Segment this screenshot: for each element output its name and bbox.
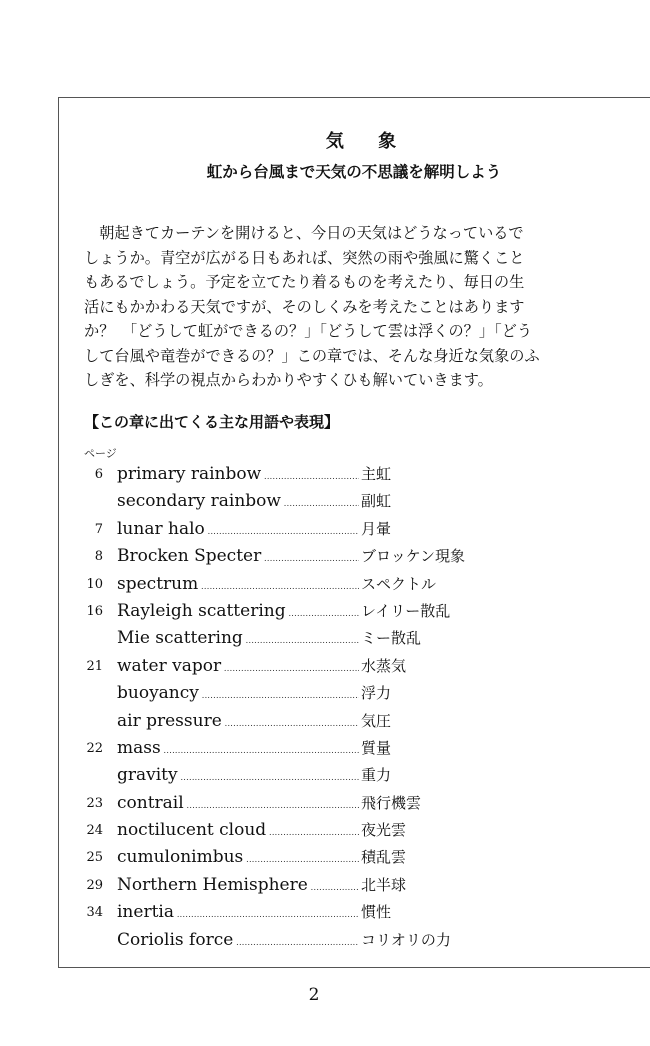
term-english: primary rainbow ..... bbox=[117, 461, 359, 490]
term-japanese: 飛行機雲 bbox=[361, 793, 422, 812]
glossary-row bbox=[84, 872, 564, 899]
term-english: Northern Hemisphere ..... bbox=[117, 872, 359, 901]
glossary-row bbox=[84, 899, 564, 926]
term-japanese: ミー散乱 bbox=[361, 629, 422, 648]
term-japanese: 重力 bbox=[361, 766, 392, 785]
glossary-row bbox=[84, 844, 564, 871]
term-japanese: 質量 bbox=[361, 738, 392, 757]
glossary-row bbox=[84, 625, 564, 652]
glossary-row bbox=[84, 488, 564, 515]
term-english: spectrum ..... bbox=[117, 571, 359, 600]
term-japanese: 慣性 bbox=[361, 903, 392, 922]
term-english: secondary rainbow ..... bbox=[117, 488, 359, 517]
glossary-heading: 【この章に出てくる主な用語や表現】 bbox=[84, 413, 340, 431]
term-japanese: 夜光雲 bbox=[361, 821, 407, 840]
term-japanese: 月暈 bbox=[361, 519, 392, 538]
term-japanese: 浮力 bbox=[361, 684, 392, 703]
term-page: 21 bbox=[86, 658, 103, 674]
term-page: 25 bbox=[86, 850, 103, 866]
term-page: 34 bbox=[86, 905, 103, 921]
glossary-row bbox=[84, 653, 564, 680]
glossary-row bbox=[84, 735, 564, 762]
term-english: water vapor ..... bbox=[117, 653, 359, 682]
term-page: 8 bbox=[94, 549, 103, 565]
glossary-row bbox=[84, 762, 564, 789]
term-english: buoyancy ..... bbox=[117, 680, 359, 709]
term-english: noctilucent cloud ..... bbox=[117, 817, 359, 846]
glossary-row bbox=[84, 927, 564, 954]
term-japanese: 気圧 bbox=[361, 711, 392, 730]
intro-paragraph bbox=[84, 221, 560, 393]
term-english: lunar halo ..... bbox=[117, 516, 359, 545]
intro-line: して台風や竜巻ができるの？」この章では、そんな身近な気象のふ bbox=[84, 346, 540, 365]
intro-line: しぎを、科学の視点からわかりやすくひも解いていきます。 bbox=[84, 371, 493, 389]
term-english: Rayleigh scattering ..... bbox=[117, 598, 359, 627]
term-english: Brocken Specter ..... bbox=[117, 543, 359, 572]
term-page: 7 bbox=[94, 521, 103, 537]
chapter-title: 気 象 bbox=[325, 131, 411, 152]
term-japanese: レイリー散乱 bbox=[361, 601, 451, 620]
page-number: 2 bbox=[308, 985, 320, 1005]
term-english: Mie scattering ..... bbox=[117, 625, 359, 654]
chapter-subtitle: 虹から台風まで天気の不思議を解明しよう bbox=[206, 163, 502, 181]
glossary-row bbox=[84, 598, 564, 625]
intro-line: しょうか。青空が広がる日もあれば、突然の雨や強風に驚くこと bbox=[84, 248, 525, 267]
term-english: mass ..... bbox=[117, 735, 359, 764]
term-japanese: ブロッケン現象 bbox=[361, 547, 465, 566]
term-english: contrail ..... bbox=[117, 790, 359, 819]
term-japanese: 副虹 bbox=[361, 492, 392, 511]
glossary-row bbox=[84, 817, 564, 844]
term-japanese: スペクトル bbox=[361, 574, 437, 593]
term-page: 6 bbox=[94, 467, 103, 482]
term-japanese: 主虹 bbox=[361, 465, 392, 483]
term-page: 22 bbox=[86, 740, 103, 756]
term-japanese: 水蒸気 bbox=[361, 656, 407, 675]
glossary-row bbox=[84, 708, 564, 735]
page-column-label: ページ bbox=[84, 447, 117, 460]
term-japanese: 積乱雲 bbox=[361, 848, 407, 867]
glossary-row bbox=[84, 790, 564, 817]
intro-line: か？ 「どうして虹ができるの？」「どうして雲は浮くの？」「どう bbox=[84, 322, 533, 340]
glossary-row bbox=[84, 461, 564, 488]
term-english: inertia ..... bbox=[117, 899, 359, 928]
term-english: cumulonimbus ..... bbox=[117, 844, 359, 873]
term-english: Coriolis force ..... bbox=[117, 927, 359, 956]
glossary-row bbox=[84, 571, 564, 598]
term-page: 16 bbox=[86, 603, 103, 619]
intro-line: もあるでしょう。予定を立てたり着るものを考えたり、毎日の生 bbox=[84, 273, 525, 291]
glossary-list bbox=[84, 461, 564, 954]
term-english: air pressure ..... bbox=[117, 708, 359, 737]
term-english: gravity ..... bbox=[117, 762, 359, 791]
glossary-row bbox=[84, 516, 564, 543]
term-japanese: 北半球 bbox=[361, 875, 407, 894]
term-page: 23 bbox=[86, 795, 103, 811]
term-japanese: コリオリの力 bbox=[361, 930, 451, 949]
glossary-row bbox=[84, 680, 564, 707]
intro-line: 活にもかかわる天気ですが、そのしくみを考えたことはあります bbox=[84, 297, 525, 316]
intro-line: 朝起きてカーテンを開けると、今日の天気はどうなっているで bbox=[84, 224, 524, 242]
term-page: 10 bbox=[86, 576, 103, 592]
term-page: 24 bbox=[86, 823, 103, 839]
term-page: 29 bbox=[86, 877, 103, 893]
glossary-row bbox=[84, 543, 564, 570]
